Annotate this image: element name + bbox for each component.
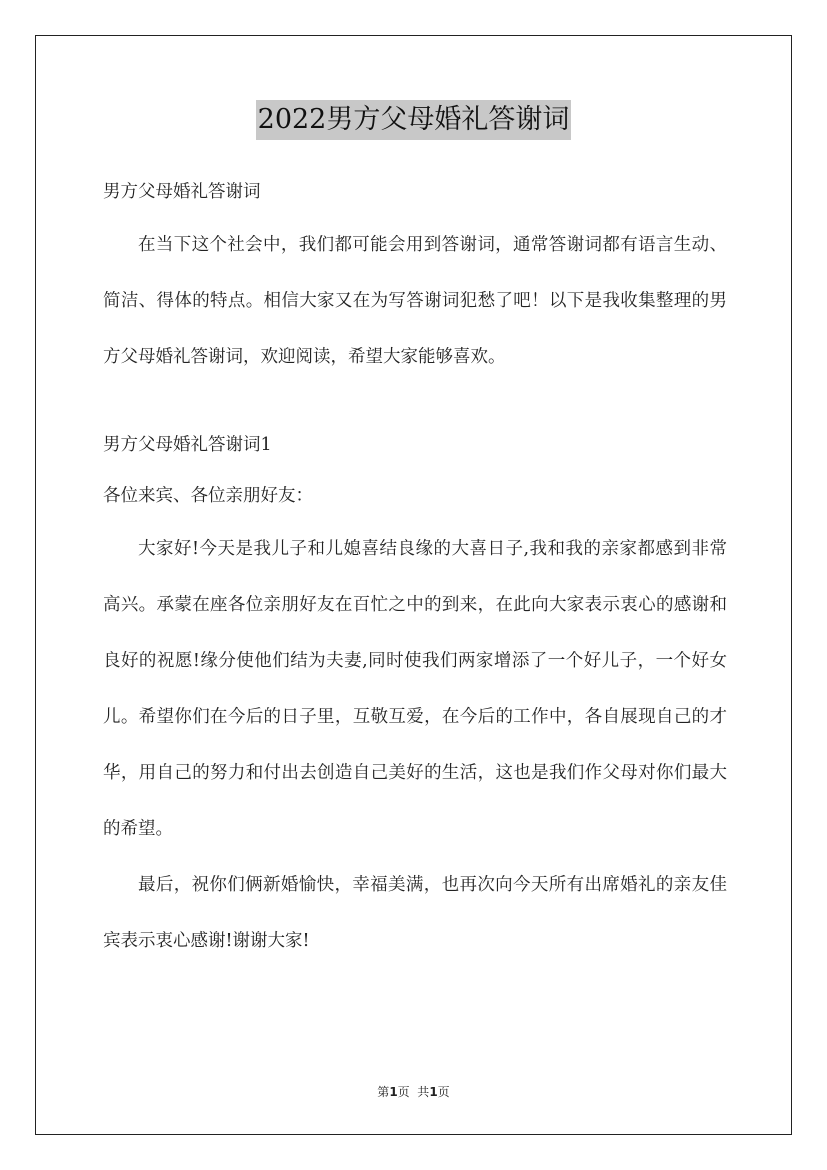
page-current: 1 [389,1085,398,1099]
body-paragraph-2: 最后，祝你们俩新婚愉快，幸福美满，也再次向今天所有出席婚礼的亲友佳宾表示衷心感谢!谢谢大家! [103,875,727,951]
page-total: 1 [429,1085,438,1099]
section-title: 男方父母婚礼答谢词1 [103,435,272,455]
greeting-line: 各位来宾、各位亲朋好友： [103,486,313,506]
page-suffix: 页 [437,1085,450,1099]
document-title: 2022男方父母婚礼答谢词 [256,100,572,140]
body-paragraph-1: 大家好!今天是我儿子和儿媳喜结良缘的大喜日子,我和我的亲家都感到非常高兴。承蒙在座各位亲朋好友在百忙之中的到来，在此向大家表示衷心的感谢和良好的祝愿!缘分使他们结为夫妻,同时使我们两家增添了一个好儿子，一个好女儿。希望你们在今后的日子里，互敬互爱，在今后的工作中，各自展现自己的才华，用自己的努力和付出去创造自己美好的生活，这也是我们作父母对你们最大的希望。 [103,539,727,839]
intro-paragraph: 在当下这个社会中，我们都可能会用到答谢词，通常答谢词都有语言生动、简洁、得体的特点。相信大家又在为写答谢词犯愁了吧！以下是我收集整理的男方父母婚礼答谢词，欢迎阅读，希望大家能够喜欢。 [103,235,727,367]
page-mid: 页 共 [397,1085,430,1099]
document-body [103,174,727,969]
spacer [103,385,727,427]
page-prefix: 第 [377,1085,390,1099]
page-footer [0,1083,827,1100]
title-container [0,100,827,140]
document-subtitle: 男方父母婚礼答谢词 [103,182,261,202]
